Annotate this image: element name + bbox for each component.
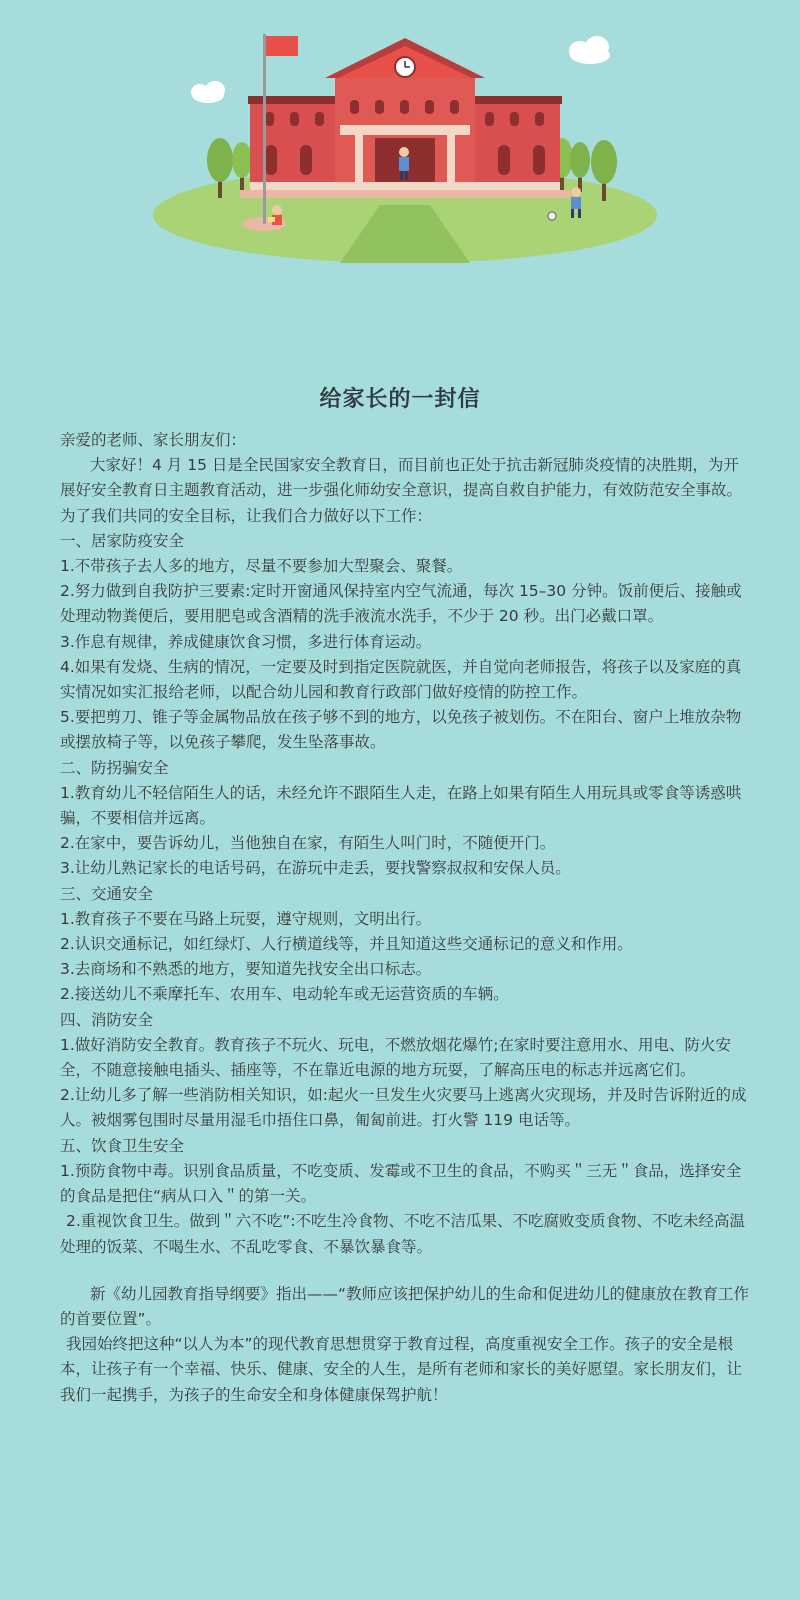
list-item: 2.认识交通标记，如红绿灯、人行横道线等，并且知道这些交通标记的意义和作用。 [60, 935, 633, 954]
letter-body [60, 428, 750, 1408]
list-item: 2.努力做到自我防护三要素:定时开窗通风保持室内空气流通，每次 15–30 分钟。饭前便后、接触或处理动物粪便后，要用肥皂或含酒精的洗手液流水洗手，不少于 20 秒。出门必戴口罩。 [60, 582, 742, 626]
section-heading: 三、交通安全 [60, 884, 154, 903]
list-item: 2.让幼儿多了解一些消防相关知识，如:起火一旦发生火灾要马上逃离火灾现场，并及时告诉附近的成人。被烟雾包围时尽量用湿毛巾捂住口鼻，匍匐前进。打火警 119 电话等。 [60, 1086, 747, 1130]
list-item: 3.作息有规律，养成健康饮食习惯，多进行体育运动。 [60, 632, 432, 651]
list-item: 1.预防食物中毒。识别食品质量，不吃变质、发霉或不卫生的食品，不购买＂三无＂食品，选择安全的食品是把住“病从口入＂的第一关。 [60, 1161, 742, 1206]
list-item: 1.不带孩子去人多的地方，尽量不要参加大型聚会、聚餐。 [60, 557, 463, 576]
section-heading: 一、居家防疫安全 [60, 531, 185, 550]
paragraph-spacer [60, 1260, 750, 1282]
cloud-icon [191, 81, 225, 103]
closing-paragraph: 我园始终把这种“以人为本”的现代教育思想贯穿于教育过程，高度重视安全工作。孩子的安全是根本，让孩子有一个幸福、快乐、健康、安全的人生，是所有老师和家长的美好愿望。家长朋友们，让我们一起携手，为孩子的生命安全和身体健康保驾护航！ [60, 1335, 743, 1404]
list-item: 1.教育幼儿不轻信陌生人的话，未经允许不跟陌生人走，在路上如果有陌生人用玩具或零食等诱惑哄骗，不要相信并远离。 [60, 783, 742, 828]
ball-icon [548, 212, 556, 220]
list-item: 2.重视饮食卫生。做到＂六不吃”:不吃生冷食物、不吃不洁瓜果、不吃腐败变质食物、不吃未经高温处理的饭菜、不喝生水、不乱吃零食、不暴饮暴食等。 [60, 1212, 746, 1256]
list-item: 3.去商场和不熟悉的地方，要知道先找安全出口标志。 [60, 960, 432, 979]
closing-paragraph: 新《幼儿园教育指导纲要》指出——“教师应该把保护幼儿的生命和促进幼儿的健康放在教育工作的首要位置”。 [60, 1284, 750, 1328]
list-item: 1.做好消防安全教育。教育孩子不玩火、玩电，不燃放烟花爆竹;在家时要注意用水、用电、防火安全，不随意接触电插头、插座等，不在靠近电源的地方玩耍，了解高压电的标志并远离它们。 [60, 1035, 732, 1080]
section-heading: 四、消防安全 [60, 1010, 154, 1029]
letter-title: 给家长的一封信 [319, 387, 481, 412]
school-building-illustration [140, 20, 680, 280]
section-heading: 二、防拐骗安全 [60, 758, 169, 777]
list-item: 4.如果有发烧、生病的情况，一定要及时到指定医院就医，并自觉向老师报告，将孩子以及家庭的真实情况如实汇报给老师，以配合幼儿园和教育行政部门做好疫情的防控工作。 [60, 657, 742, 702]
list-item: 2.在家中，要告诉幼儿，当他独自在家，有陌生人叫门时，不随便开门。 [60, 834, 556, 853]
cloud-icon [569, 36, 610, 64]
list-item: 1.教育孩子不要在马路上玩耍，遵守规则，文明出行。 [60, 909, 432, 928]
list-item: 3.让幼儿熟记家长的电话号码，在游玩中走丢，要找警察叔叔和安保人员。 [60, 859, 571, 878]
list-item: 2.接送幼儿不乘摩托车、农用车、电动轮车或无运营资质的车辆。 [60, 985, 509, 1004]
list-item: 5.要把剪刀、锥子等金属物品放在孩子够不到的地方，以免孩子被划伤。不在阳台、窗户上堆放杂物或摆放椅子等，以免孩子攀爬，发生坠落事故。 [60, 708, 742, 752]
intro-paragraph: 大家好！4 月 15 日是全民国家安全教育日，而目前也正处于抗击新冠肺炎疫情的决胜期，为开展好安全教育日主题教育活动，进一步强化师幼安全意识，提高自救自护能力，有效防范安全事故。为了我们共同的安全目标，让我们合力做好以下工作： [60, 456, 743, 525]
greeting: 亲爱的老师、家长朋友们： [60, 431, 247, 449]
section-heading: 五、饮食卫生安全 [60, 1136, 185, 1155]
